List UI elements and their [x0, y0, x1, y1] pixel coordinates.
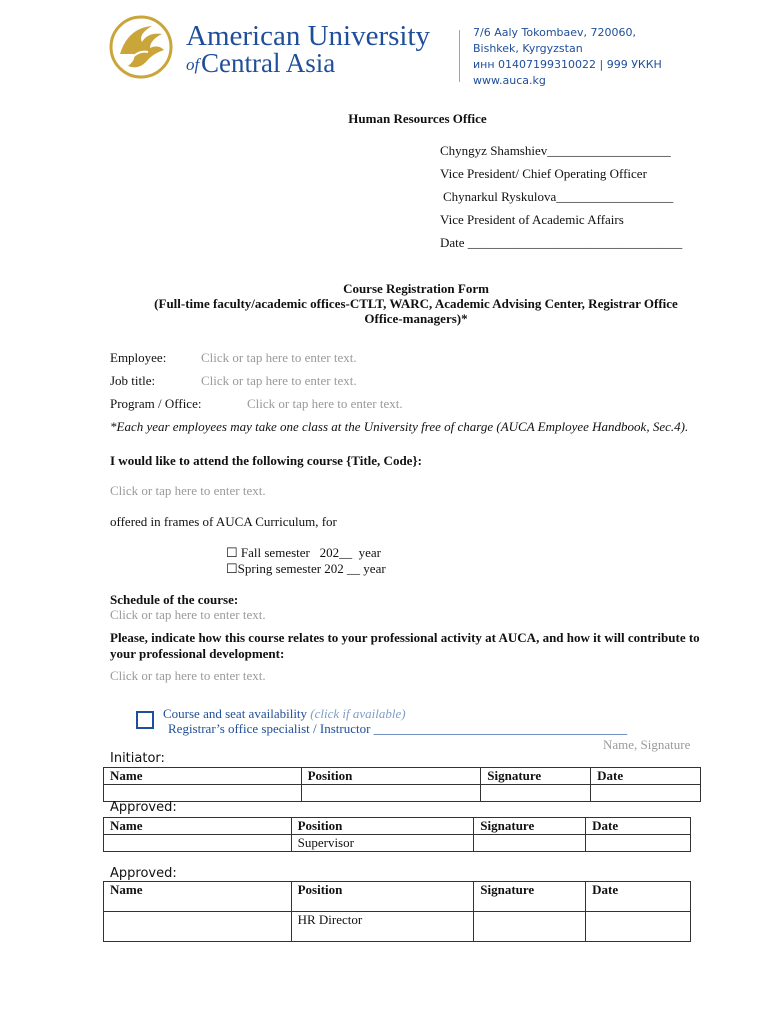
table-cell-signature[interactable]	[481, 785, 591, 802]
table-header-position: Position	[291, 818, 474, 835]
fall-semester-checkbox[interactable]: ☐ Fall semester 202__ year	[226, 545, 381, 560]
availability-label: Course and seat availability	[163, 706, 308, 721]
initiator-table	[103, 767, 701, 802]
course-input[interactable]: Click or tap here to enter text.	[110, 483, 266, 498]
table-cell-date[interactable]	[586, 912, 691, 942]
offered-text: offered in frames of AUCA Curriculum, for	[110, 514, 337, 529]
schedule-label: Schedule of the course:	[110, 592, 239, 607]
program-input[interactable]: Click or tap here to enter text.	[247, 396, 403, 411]
approver-line: Chyngyz Shamshiev___________________	[440, 143, 671, 158]
registrar-specialist-line: Registrar’s office specialist / Instructor _______________________________________	[168, 721, 628, 736]
table-cell-signature[interactable]	[474, 835, 586, 852]
relation-input[interactable]: Click or tap here to enter text.	[110, 668, 266, 683]
table-cell-name[interactable]	[104, 835, 292, 852]
availability-hint: (click if available)	[310, 706, 406, 721]
relation-prompt: Please, indicate how this course relates to your professional activity at AUCA, and how it will contribute to your professional development:	[110, 630, 700, 661]
table-header-signature: Signature	[474, 818, 586, 835]
table-header-name: Name	[104, 882, 292, 912]
address-line: инн 01407199310022 | 999 УККН	[473, 58, 662, 71]
table-header-signature: Signature	[474, 882, 586, 912]
table-header-name: Name	[104, 768, 302, 785]
table-cell-position: HR Director	[291, 912, 474, 942]
free-class-note: *Each year employees may take one class at the University free of charge (AUCA Employee Handbook, Sec.4).	[110, 419, 689, 434]
approver-line: Vice President/ Chief Operating Officer	[440, 166, 647, 181]
hr-approval-table	[103, 881, 691, 942]
course-prompt: I would like to attend the following course {Title, Code}:	[110, 453, 422, 468]
approved-caption: Approved:	[110, 866, 177, 881]
approver-line: Chynarkul Ryskulova__________________	[443, 189, 674, 204]
logo-line-1: American University	[186, 20, 431, 52]
table-cell-signature[interactable]	[474, 912, 586, 942]
schedule-input[interactable]: Click or tap here to enter text.	[110, 607, 266, 622]
form-title	[110, 281, 722, 326]
program-label: Program / Office:	[110, 396, 202, 411]
table-cell-name[interactable]	[104, 912, 292, 942]
address-line: 7/6 Aaly Tokombaev, 720060,	[473, 26, 637, 39]
approver-line: Vice President of Academic Affairs	[440, 212, 624, 227]
table-cell-date[interactable]	[586, 835, 691, 852]
name-signature-label: Name, Signature	[603, 737, 691, 752]
initiator-caption: Initiator:	[110, 751, 165, 766]
job-title-input[interactable]: Click or tap here to enter text.	[201, 373, 357, 388]
table-header-position: Position	[301, 768, 481, 785]
logo-of: of	[186, 55, 200, 74]
table-cell-position[interactable]	[301, 785, 481, 802]
table-header-date: Date	[586, 818, 691, 835]
supervisor-approval-table	[103, 817, 691, 852]
table-header-name: Name	[104, 818, 292, 835]
table-header-date: Date	[586, 882, 691, 912]
table-header-signature: Signature	[481, 768, 591, 785]
form-title-line: Course Registration Form	[343, 281, 489, 296]
form-title-line: Office-managers)*	[364, 311, 468, 326]
employee-input[interactable]: Click or tap here to enter text.	[201, 350, 357, 365]
phoenix-emblem-icon	[108, 14, 174, 80]
address-block	[473, 25, 662, 89]
employee-label: Employee:	[110, 350, 167, 365]
table-cell-position: Supervisor	[291, 835, 474, 852]
office-title: Human Resources Office	[348, 111, 487, 126]
form-title-line: (Full-time faculty/academic offices-CTLT, WARC, Academic Advising Center, Registrar Office	[154, 296, 678, 311]
table-cell-date[interactable]	[591, 785, 701, 802]
approved-caption: Approved:	[110, 800, 177, 815]
spring-semester-checkbox[interactable]: ☐Spring semester 202 __ year	[226, 561, 386, 576]
logo-line-2: Central Asia	[201, 48, 336, 78]
address-line: Bishkek, Kyrgyzstan	[473, 42, 583, 55]
job-title-label: Job title:	[110, 373, 156, 388]
availability-line	[163, 706, 406, 722]
table-cell-name[interactable]	[104, 785, 302, 802]
approver-date-line: Date _________________________________	[440, 235, 683, 250]
header-divider	[459, 30, 460, 82]
website-link[interactable]: www.auca.kg	[473, 74, 546, 87]
table-header-position: Position	[291, 882, 474, 912]
availability-checkbox[interactable]	[136, 711, 154, 729]
university-logo	[108, 14, 438, 80]
table-header-date: Date	[591, 768, 701, 785]
